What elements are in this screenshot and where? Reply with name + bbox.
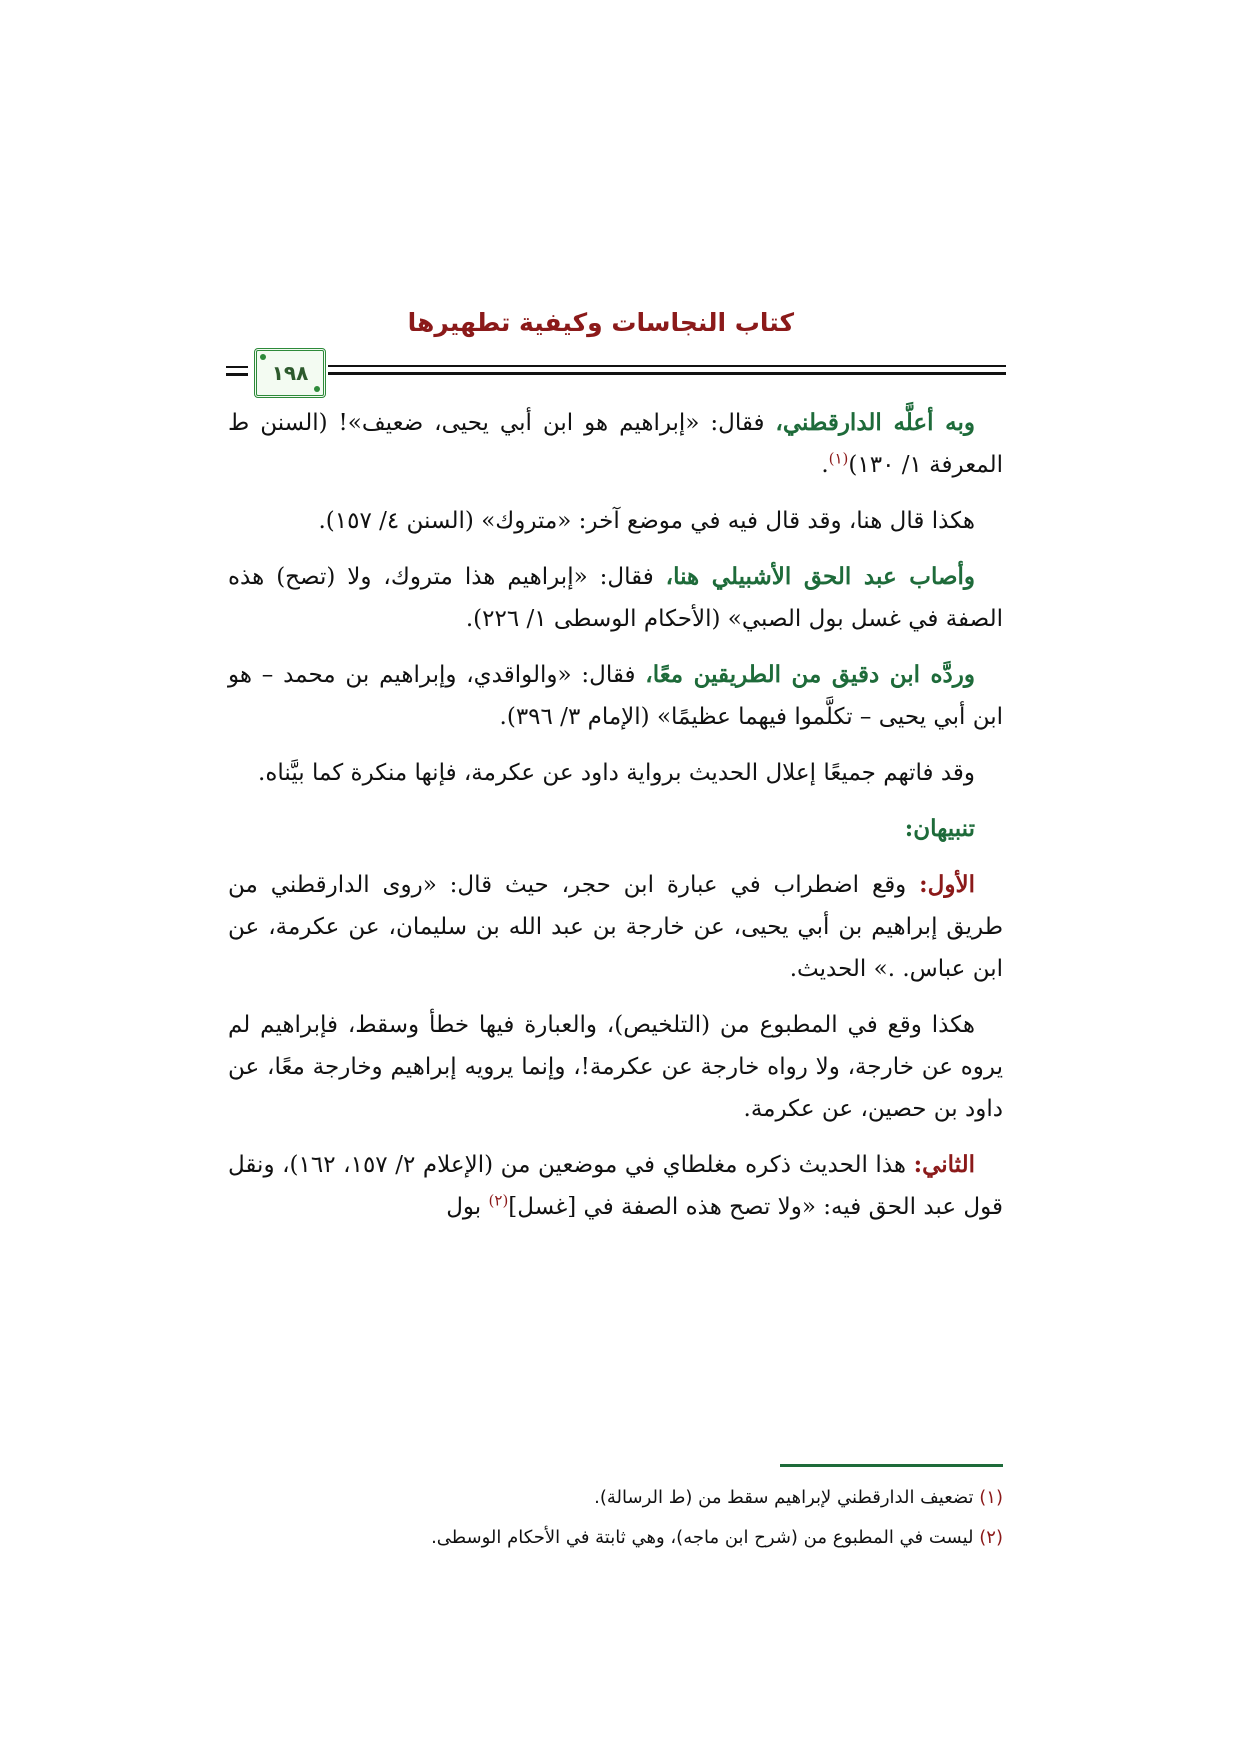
footnote-separator	[780, 1464, 1003, 1467]
header-rule	[328, 365, 1006, 367]
header-rule-short	[226, 373, 248, 376]
paragraph-text: هكذا وقع في المطبوع من (التلخيص)، والعبارة فيها خطأ وسقط، فإبراهيم لم يروه عن خارجة، ولا رواه خارجة عن عكرمة!، وإنما يرويه إبراهيم وخارجة معًا، عن داود بن حصين، عن عكرمة.	[228, 1012, 1003, 1122]
paragraph-lead: الأول:	[919, 871, 975, 898]
footnote	[228, 1478, 1003, 1518]
paragraph	[228, 752, 1003, 794]
paragraph-text: فقال: «إبراهيم هو ابن أبي يحيى، ضعيف»! (السنن ط المعرفة ١/ ١٣٠)	[228, 410, 1003, 478]
paragraph	[228, 654, 1003, 738]
footnote-text: ليست في المطبوع من (شرح ابن ماجه)، وهي ثابتة في الأحكام الوسطى.	[431, 1527, 980, 1548]
paragraph	[228, 556, 1003, 640]
paragraph-text: وقع اضطراب في عبارة ابن حجر، حيث قال: «روى الدارقطني من طريق إبراهيم بن أبي يحيى، عن خارجة بن عبد الله بن سليمان، عن عكرمة، عن ابن عباس. .» الحديث.	[228, 872, 1003, 982]
section-heading-text: تنبيهان:	[904, 815, 975, 842]
footnote-number: (١)	[979, 1487, 1003, 1508]
paragraph	[228, 500, 1003, 542]
section-heading	[228, 808, 1003, 850]
header-rule-short	[226, 366, 248, 368]
footnote-number: (٢)	[979, 1527, 1003, 1548]
paragraph-lead: الثاني:	[913, 1151, 976, 1178]
page-number-badge	[254, 348, 326, 398]
running-title: كتاب النجاسات وكيفية تطهيرها	[407, 308, 794, 337]
footnote-ref[interactable]: (١)	[828, 449, 849, 468]
paragraph	[228, 1144, 1003, 1228]
paragraph-text: هكذا قال هنا، وقد قال فيه في موضع آخر: «متروك» (السنن ٤/ ١٥٧).	[318, 508, 975, 534]
paragraph-tail: بول	[446, 1194, 489, 1220]
paragraph-text: هذا الحديث ذكره مغلطاي في موضعين من (الإعلام ٢/ ١٥٧، ١٦٢)، ونقل قول عبد الحق فيه: «ولا تصح هذه الصفة في [غسل]	[228, 1152, 1003, 1220]
paragraph-text: فقال: «إبراهيم هذا متروك، ولا (تصح) هذه الصفة في غسل بول الصبي» (الأحكام الوسطى ١/ ٢٢٦).	[228, 564, 1003, 632]
paragraph-tail: .	[821, 452, 829, 478]
page-header	[226, 308, 1006, 388]
paragraph	[228, 1004, 1003, 1130]
footnotes	[228, 1478, 1003, 1558]
paragraph	[228, 864, 1003, 990]
footnote-text: تضعيف الدارقطني لإبراهيم سقط من (ط الرسالة).	[594, 1487, 980, 1508]
paragraph-lead: وردَّه ابن دقيق من الطريقين معًا،	[645, 661, 975, 688]
paragraph-lead: وأصاب عبد الحق الأشبيلي هنا،	[665, 563, 975, 590]
paragraph	[228, 402, 1003, 486]
footnote-ref[interactable]: (٢)	[488, 1191, 509, 1210]
footnote	[228, 1518, 1003, 1558]
paragraph-text: فقال: «والواقدي، وإبراهيم بن محمد – هو ابن أبي يحيى – تكلَّموا فيهما عظيمًا» (الإمام ٣/ ٣٩٦).	[228, 662, 1003, 730]
main-text	[228, 402, 1003, 1242]
header-rule	[328, 372, 1006, 375]
paragraph-lead: وبه أعلَّه الدارقطني،	[775, 409, 975, 436]
paragraph-text: وقد فاتهم جميعًا إعلال الحديث برواية داود عن عكرمة، فإنها منكرة كما بيَّناه.	[258, 760, 975, 786]
page-number: ١٩٨	[271, 361, 309, 385]
